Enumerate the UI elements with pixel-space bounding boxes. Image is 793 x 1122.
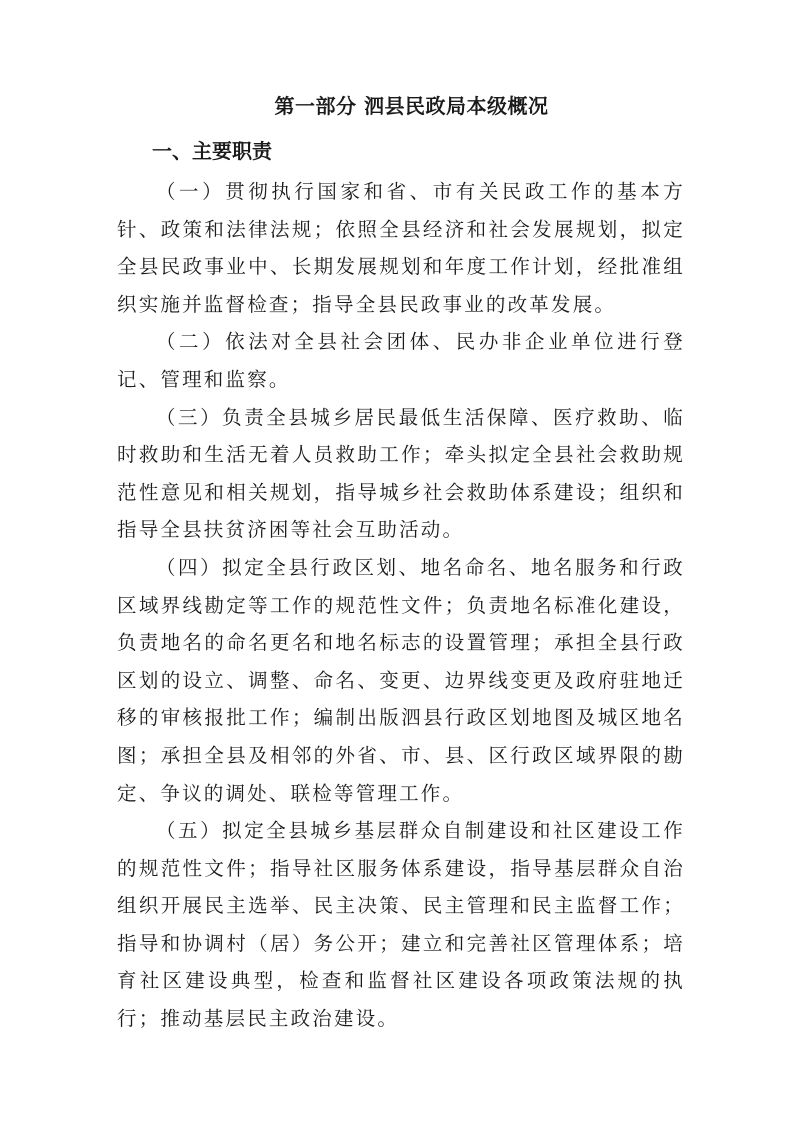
paragraph-5: （五）拟定全县城乡基层群众自制建设和社区建设工作的规范性文件；指导社区服务体系建设，指导基层群众自治组织开展民主选举、民主决策、民主管理和民主监督工作；指导和协调村（居）务公开；建立和完善社区管理体系；培育社区建设典型，检查和监督社区建设各项政策法规的执行；推动基层民主政治建设。 xyxy=(117,819,685,1031)
body-text xyxy=(117,173,685,1038)
paragraph-4: （四）拟定全县行政区划、地名命名、地名服务和行政区域界线勘定等工作的规范性文件；负责地名标准化建设，负责地名的命名更名和地名标志的设置管理；承担全县行政区划的设立、调整、命名、变更、边界线变更及政府驻地迁移的审核报批工作；编制出版泗县行政区划地图及城区地名图；承担全县及相邻的外省、市、县、区行政区域界限的勘定、争议的调处、联检等管理工作。 xyxy=(117,555,685,805)
page-title: 第一部分 泗县民政局本级概况 xyxy=(274,94,549,118)
paragraph-1: （一）贯彻执行国家和省、市有关民政工作的基本方针、政策和法律法规；依照全县经济和社会发展规划，拟定全县民政事业中、长期发展规划和年度工作计划，经批准组织实施并监督检查；指导全县民政事业的改革发展。 xyxy=(117,180,685,316)
paragraph-2: （二）依法对全县社会团体、民办非企业单位进行登记、管理和监察。 xyxy=(117,330,685,391)
section-heading: 一、主要职责 xyxy=(152,139,272,163)
paragraph-3: （三）负责全县城乡居民最低生活保障、医疗救助、临时救助和生活无着人员救助工作；牵头拟定全县社会救助规范性意见和相关规划，指导城乡社会救助体系建设；组织和指导全县扶贫济困等社会互助活动。 xyxy=(117,405,685,542)
